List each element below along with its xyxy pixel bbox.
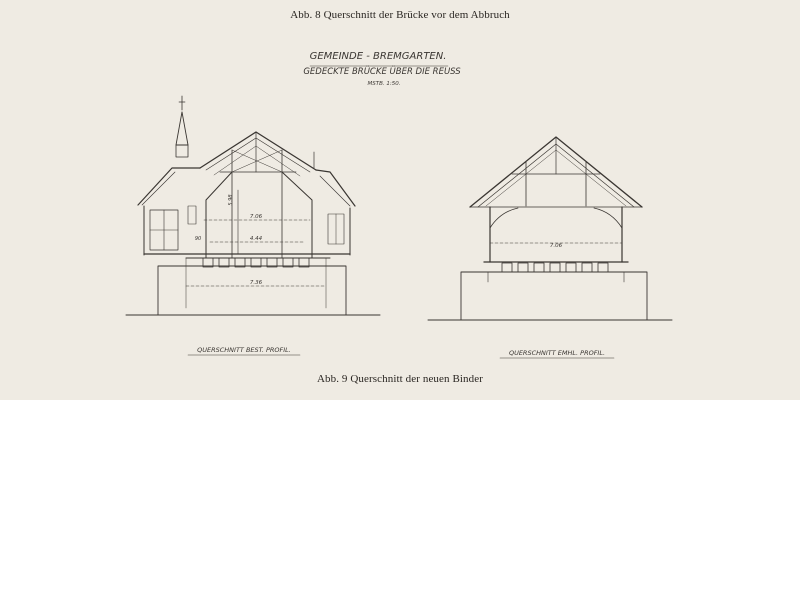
- left-dimension-base: 7.36: [249, 280, 263, 286]
- left-section-label: QUERSCHNITT BEST. PROFIL.: [197, 346, 291, 354]
- left-dimension-middle: 4.44: [249, 236, 263, 242]
- left-dimension-vertical: 5.98: [228, 194, 234, 206]
- drawing-scale: MSTB. 1:50.: [367, 81, 401, 87]
- right-dimension-span: 7.06: [549, 243, 563, 249]
- right-section-label: QUERSCHNITT EMHL. PROFIL.: [508, 349, 606, 357]
- figure-caption-top: Abb. 8 Querschnitt der Brücke vor dem Abbruch: [290, 9, 510, 21]
- figure-caption-bottom: Abb. 9 Querschnitt der neuen Binder: [316, 373, 483, 385]
- drawing-title: GEMEINDE - BREMGARTEN.: [309, 51, 447, 62]
- left-dimension-upper: 7.06: [249, 214, 263, 220]
- drawing-subtitle: GEDECKTE BRÜCKE ÜBER DIE REUSS: [303, 67, 461, 77]
- left-dimension-small: 90: [194, 236, 202, 242]
- right-cross-section: [428, 137, 672, 320]
